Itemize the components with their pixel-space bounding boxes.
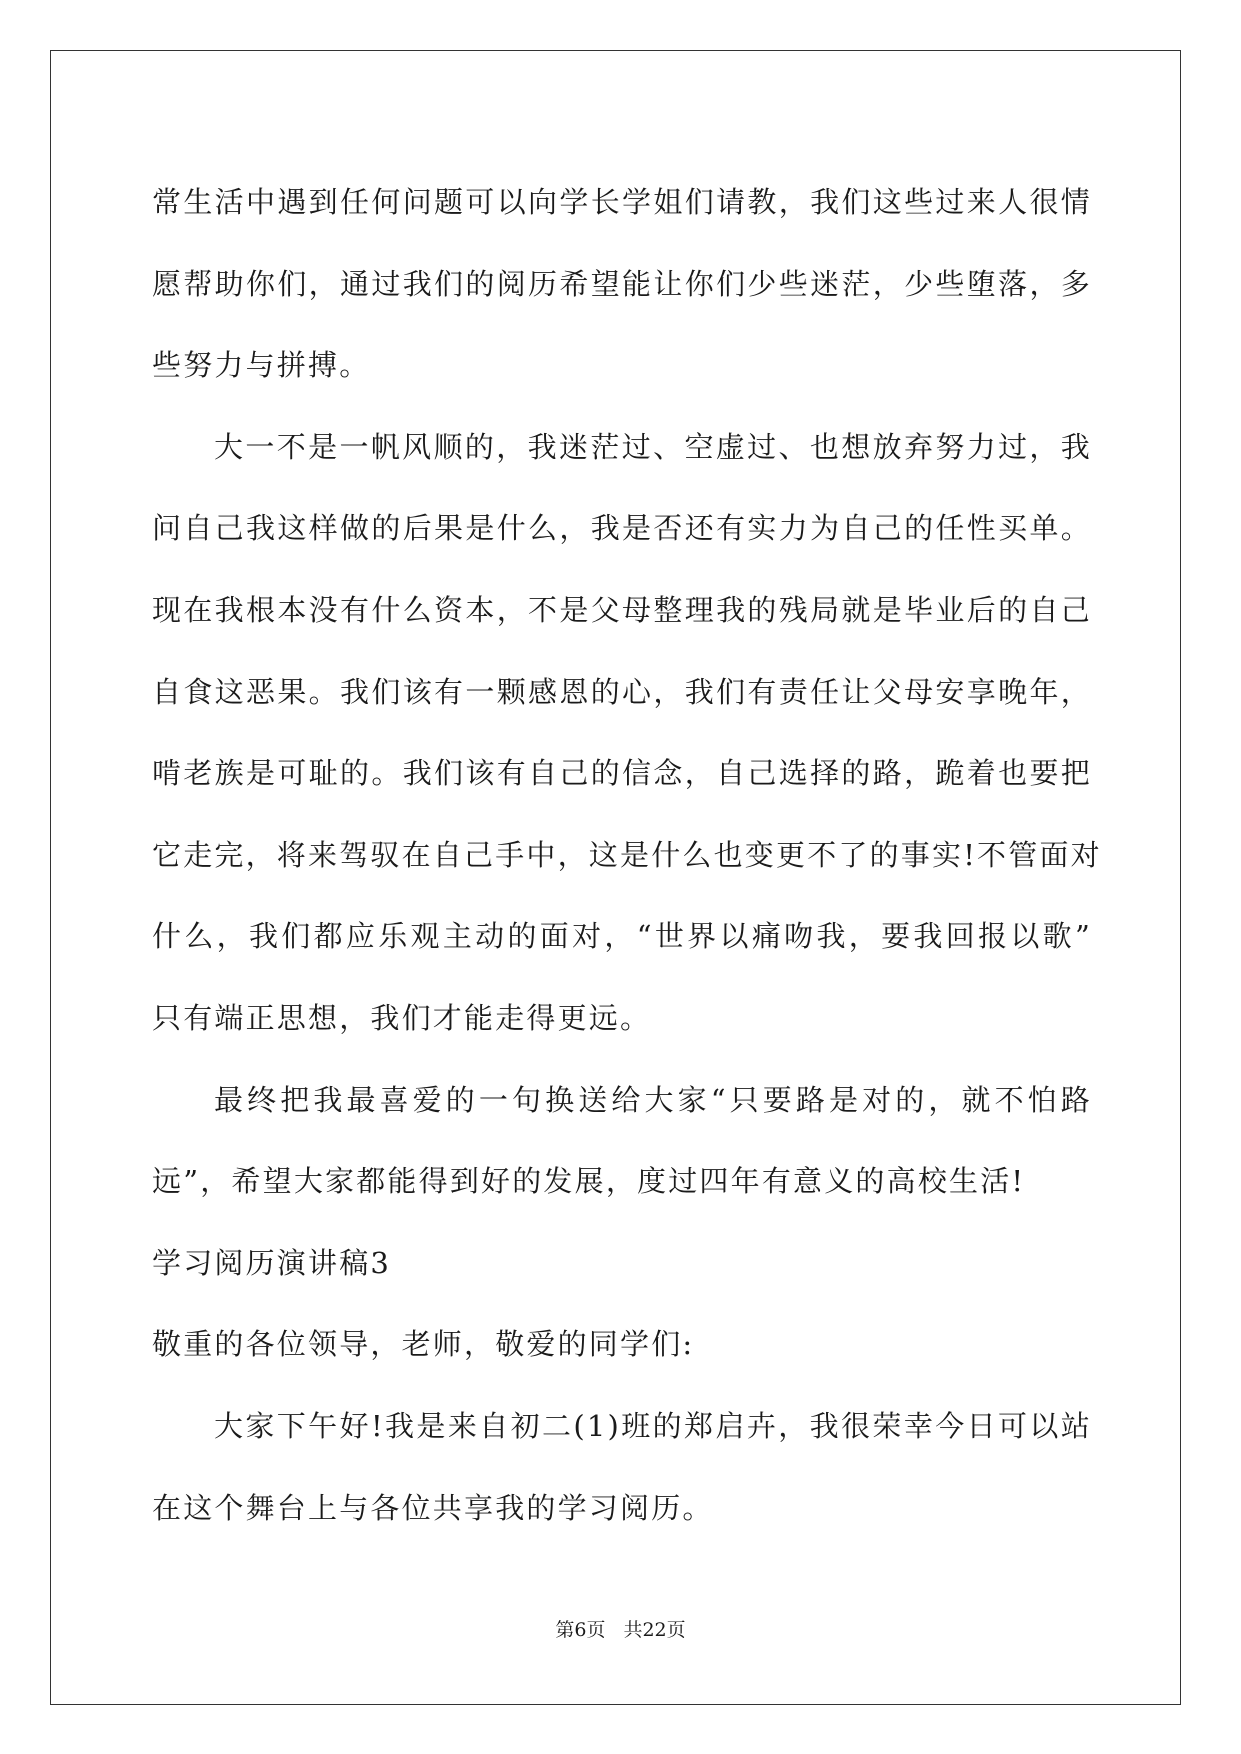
text-line: 在这个舞台上与各位共享我的学习阅历。 bbox=[152, 1490, 714, 1525]
paragraph-3 bbox=[152, 1060, 1092, 1223]
document-body bbox=[152, 162, 1102, 1549]
text-line: 大家下午好!我是来自初二(1)班的郑启卉，我很荣幸今日可以站 bbox=[214, 1408, 1092, 1443]
section-heading: 学习阅历演讲稿3 bbox=[152, 1245, 392, 1280]
text-line: 啃老族是可耻的。我们该有自己的信念，自己选择的路，跪着也要把 bbox=[152, 756, 1092, 791]
paragraph-2 bbox=[152, 407, 1102, 1060]
page-footer bbox=[0, 1615, 1241, 1642]
text-line: 问自己我这样做的后果是什么，我是否还有实力为自己的任性买单。 bbox=[152, 511, 1092, 546]
page-number: 第6页 bbox=[555, 1619, 606, 1641]
text-line: 远”，希望大家都能得到好的发展，度过四年有意义的高校生活! bbox=[152, 1164, 1026, 1199]
text-line: 些努力与拼搏。 bbox=[152, 348, 371, 383]
text-line: 愿帮助你们，通过我们的阅历希望能让你们少些迷茫，少些堕落，多 bbox=[152, 266, 1092, 301]
page-total: 共22页 bbox=[623, 1619, 686, 1641]
text-line: 自食这恶果。我们该有一颗感恩的心，我们有责任让父母安享晚年， bbox=[152, 674, 1092, 709]
text-line: 最终把我最喜爱的一句换送给大家“只要路是对的，就不怕路 bbox=[214, 1082, 1092, 1117]
salutation: 敬重的各位领导，老师，敬爱的同学们: bbox=[152, 1327, 695, 1362]
text-line: 常生活中遇到任何问题可以向学长学姐们请教，我们这些过来人很情 bbox=[152, 185, 1092, 219]
text-line: 什么，我们都应乐观主动的面对，“世界以痛吻我，要我回报以歌” bbox=[152, 919, 1092, 954]
text-line: 大一不是一帆风顺的，我迷茫过、空虚过、也想放弃努力过，我 bbox=[214, 429, 1092, 464]
paragraph-1 bbox=[152, 162, 1092, 407]
text-line: 它走完，将来驾驭在自己手中，这是什么也变更不了的事实!不管面对 bbox=[152, 837, 1102, 872]
text-line: 现在我根本没有什么资本，不是父母整理我的残局就是毕业后的自己 bbox=[152, 592, 1092, 627]
text-line: 只有端正思想，我们才能走得更远。 bbox=[152, 1000, 652, 1035]
paragraph-4 bbox=[152, 1386, 1092, 1549]
